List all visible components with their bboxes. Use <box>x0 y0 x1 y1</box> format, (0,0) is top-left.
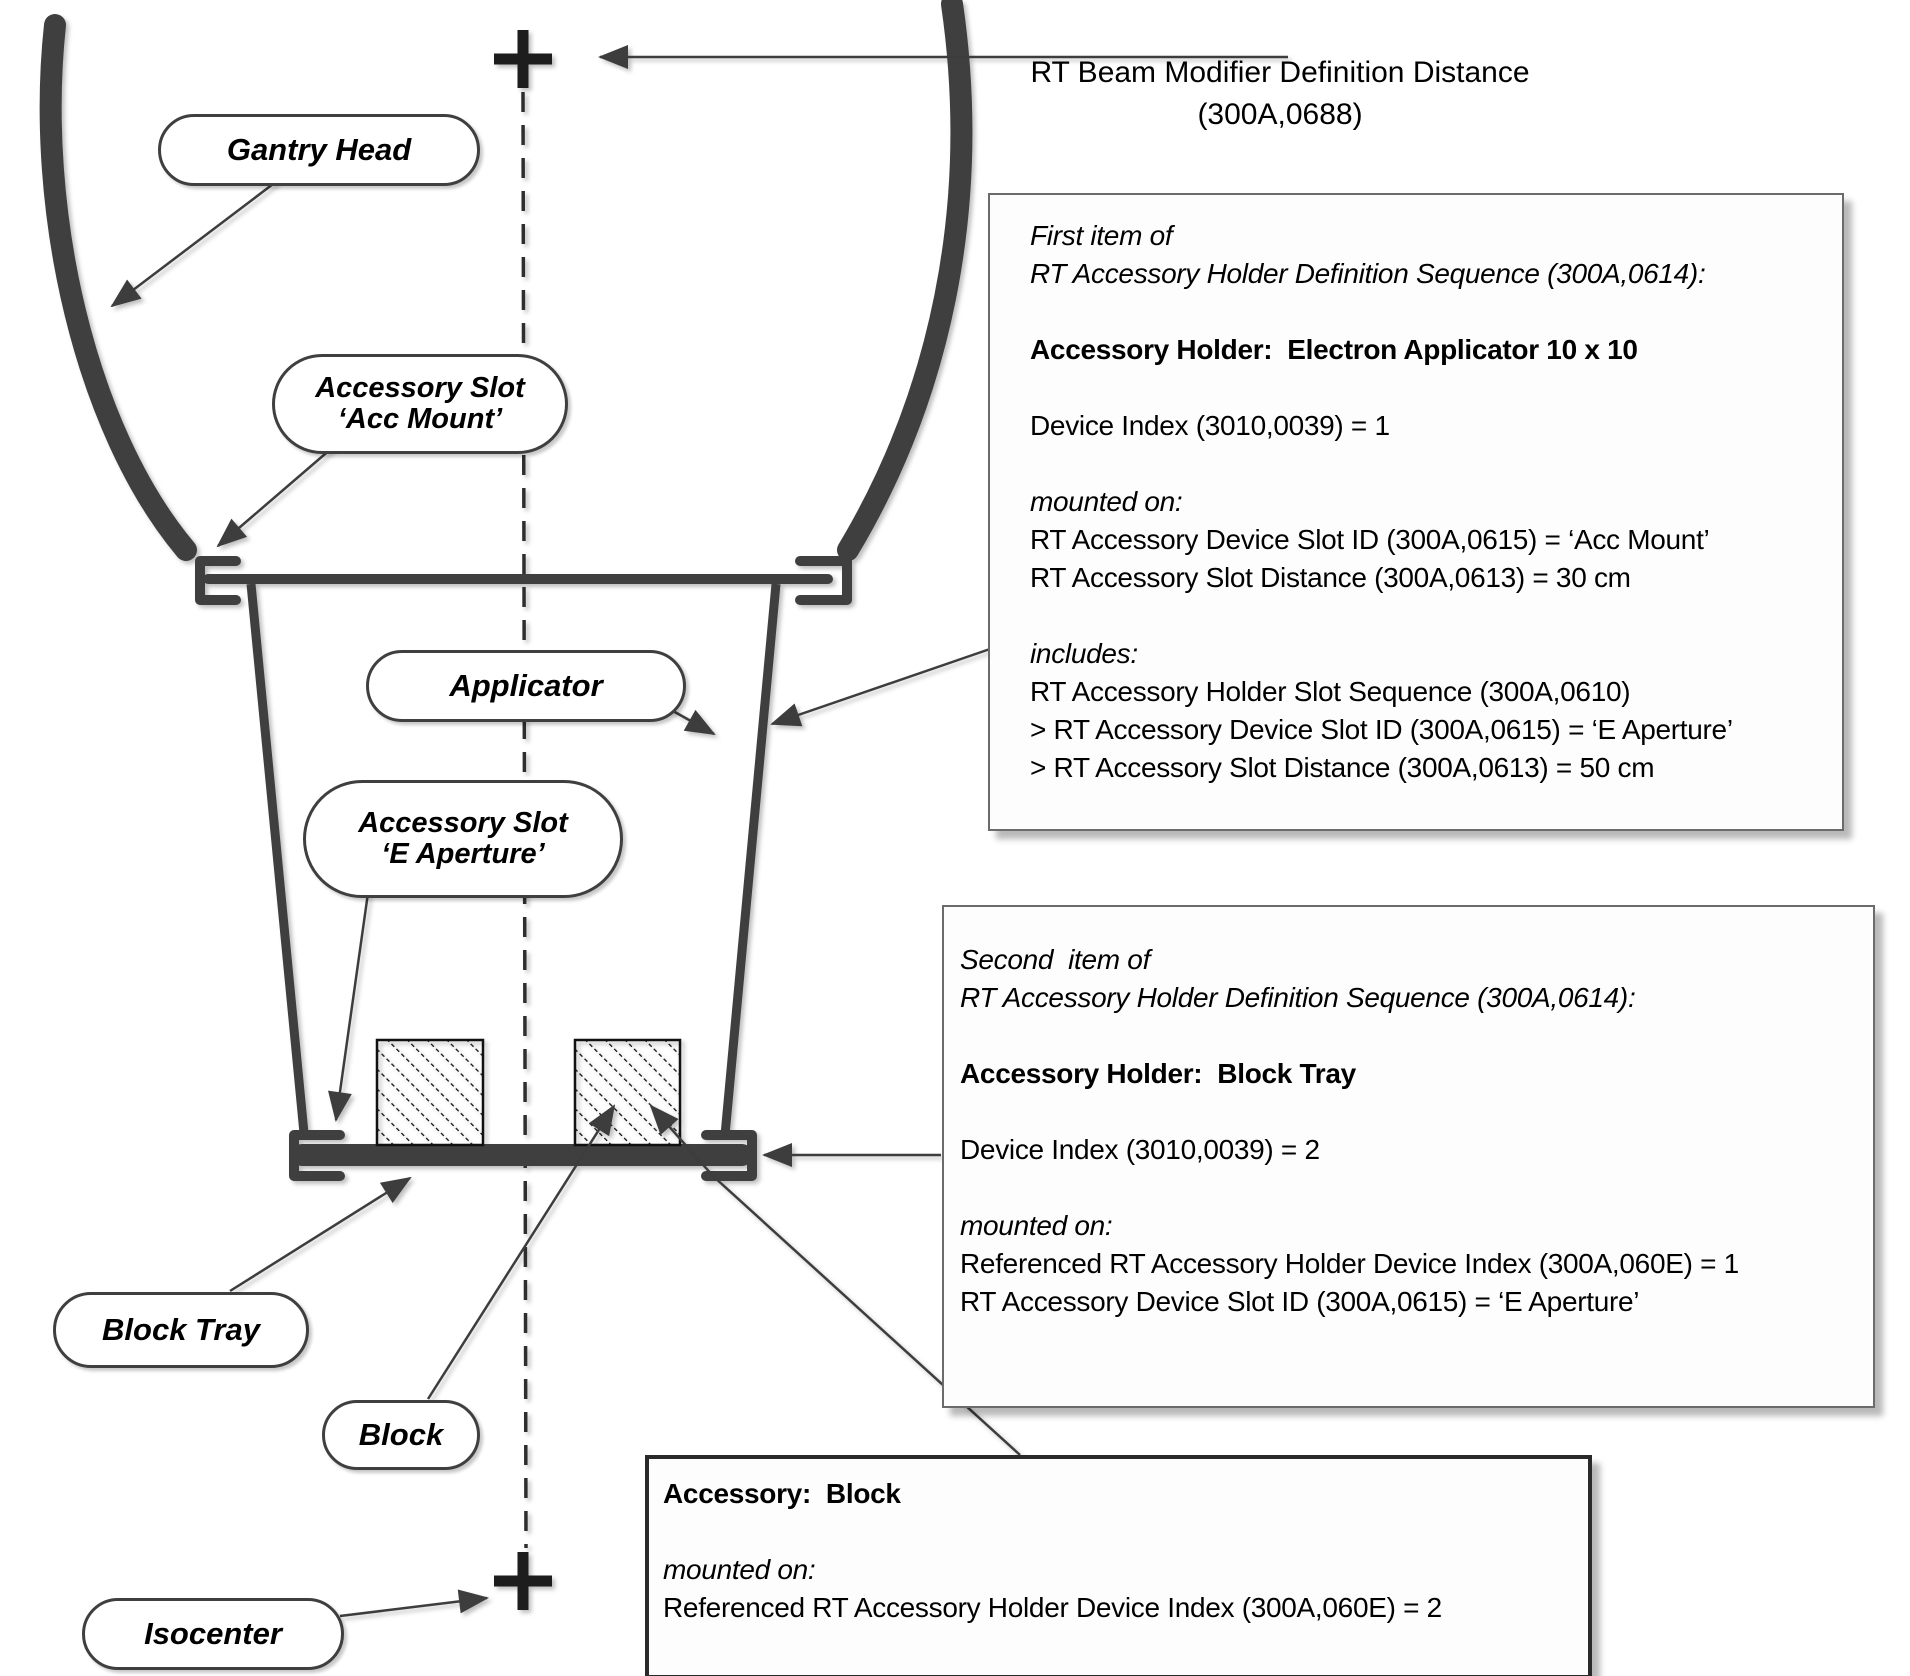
definition-distance-cross <box>494 30 552 88</box>
second-item-definition-box <box>942 905 1875 1408</box>
box-line: Second item of <box>960 944 1151 975</box>
label-text: Block <box>358 1417 444 1453</box>
label-text: Applicator <box>449 668 603 704</box>
box-line: Device Index (3010,0039) = 2 <box>960 1134 1320 1165</box>
box-line: RT Accessory Device Slot ID (300A,0615) = ‘Acc Mount’ <box>1030 524 1710 555</box>
label-applicator <box>366 650 686 722</box>
label-block <box>322 1400 480 1470</box>
leader-acc-mount <box>218 448 332 546</box>
label-text: Gantry Head <box>226 132 412 168</box>
gantry-head-right-arc <box>848 4 961 550</box>
box-line: mounted on: <box>1030 486 1183 517</box>
leader-gantry-head <box>112 181 277 306</box>
label-block-tray <box>53 1292 309 1368</box>
applicator-left-edge <box>251 584 304 1133</box>
box-line: Accessory Holder: Electron Applicator 10 x 10 <box>1030 334 1638 365</box>
block-right-hatched <box>575 1040 680 1145</box>
diagram-title-line2: (300A,0688) <box>1197 98 1363 131</box>
box-line: RT Accessory Holder Slot Sequence (300A,0610) <box>1030 676 1631 707</box>
label-gantry-head <box>158 114 480 186</box>
label-isocenter <box>82 1598 344 1670</box>
leader-e-aperture <box>336 893 368 1120</box>
accessory-block-box <box>645 1455 1592 1676</box>
box-line <box>960 1093 1873 1131</box>
leader-isocenter <box>340 1598 487 1616</box>
label-text: Accessory Slot <box>358 806 568 839</box>
box-line: Accessory Holder: Block Tray <box>960 1058 1356 1089</box>
box-line: Referenced RT Accessory Holder Device Index (300A,060E) = 1 <box>960 1248 1739 1279</box>
box-line: RT Accessory Device Slot ID (300A,0615) = ‘E Aperture’ <box>960 1286 1640 1317</box>
box-line <box>960 1017 1873 1055</box>
box-line: Referenced RT Accessory Holder Device Index (300A,060E) = 2 <box>663 1592 1442 1623</box>
box-line: RT Accessory Holder Definition Sequence (300A,0614): <box>960 982 1636 1013</box>
box-line: RT Accessory Holder Definition Sequence (300A,0614): <box>1030 258 1706 289</box>
box-line: Device Index (3010,0039) = 1 <box>1030 410 1390 441</box>
applicator-right-edge <box>725 584 776 1135</box>
box-line: > RT Accessory Slot Distance (300A,0613) = 50 cm <box>1030 752 1655 783</box>
box-line <box>1030 369 1842 407</box>
isocenter-cross <box>494 1552 552 1610</box>
box-line: includes: <box>1030 638 1138 669</box>
leader-first-item-box <box>772 649 990 724</box>
box-line: mounted on: <box>960 1210 1113 1241</box>
diagram-title <box>950 52 1610 136</box>
label-text: ‘E Aperture’ <box>381 838 545 870</box>
label-accessory-slot-e-aperture <box>303 780 623 898</box>
box-line: > RT Accessory Device Slot ID (300A,0615) = ‘E Aperture’ <box>1030 714 1733 745</box>
box-line: mounted on: <box>663 1554 816 1585</box>
box-line <box>960 1169 1873 1207</box>
label-text: Isocenter <box>144 1616 282 1652</box>
gantry-head-left-arc <box>51 25 186 550</box>
box-line <box>1030 445 1842 483</box>
box-line: Accessory: Block <box>663 1478 901 1509</box>
box-line: First item of <box>1030 220 1173 251</box>
label-text: ‘Acc Mount’ <box>337 403 503 435</box>
diagram-title-line1: RT Beam Modifier Definition Distance <box>1030 56 1530 89</box>
block-left-hatched <box>377 1040 483 1145</box>
box-line <box>1030 293 1842 331</box>
leader-block-tray <box>230 1178 410 1291</box>
label-text: Block Tray <box>102 1312 260 1348</box>
box-line <box>1030 597 1842 635</box>
first-item-definition-box <box>988 193 1844 831</box>
label-accessory-slot-acc-mount <box>272 354 568 454</box>
label-text: Accessory Slot <box>315 371 525 404</box>
box-line: RT Accessory Slot Distance (300A,0613) = 30 cm <box>1030 562 1631 593</box>
box-line <box>663 1513 1588 1551</box>
